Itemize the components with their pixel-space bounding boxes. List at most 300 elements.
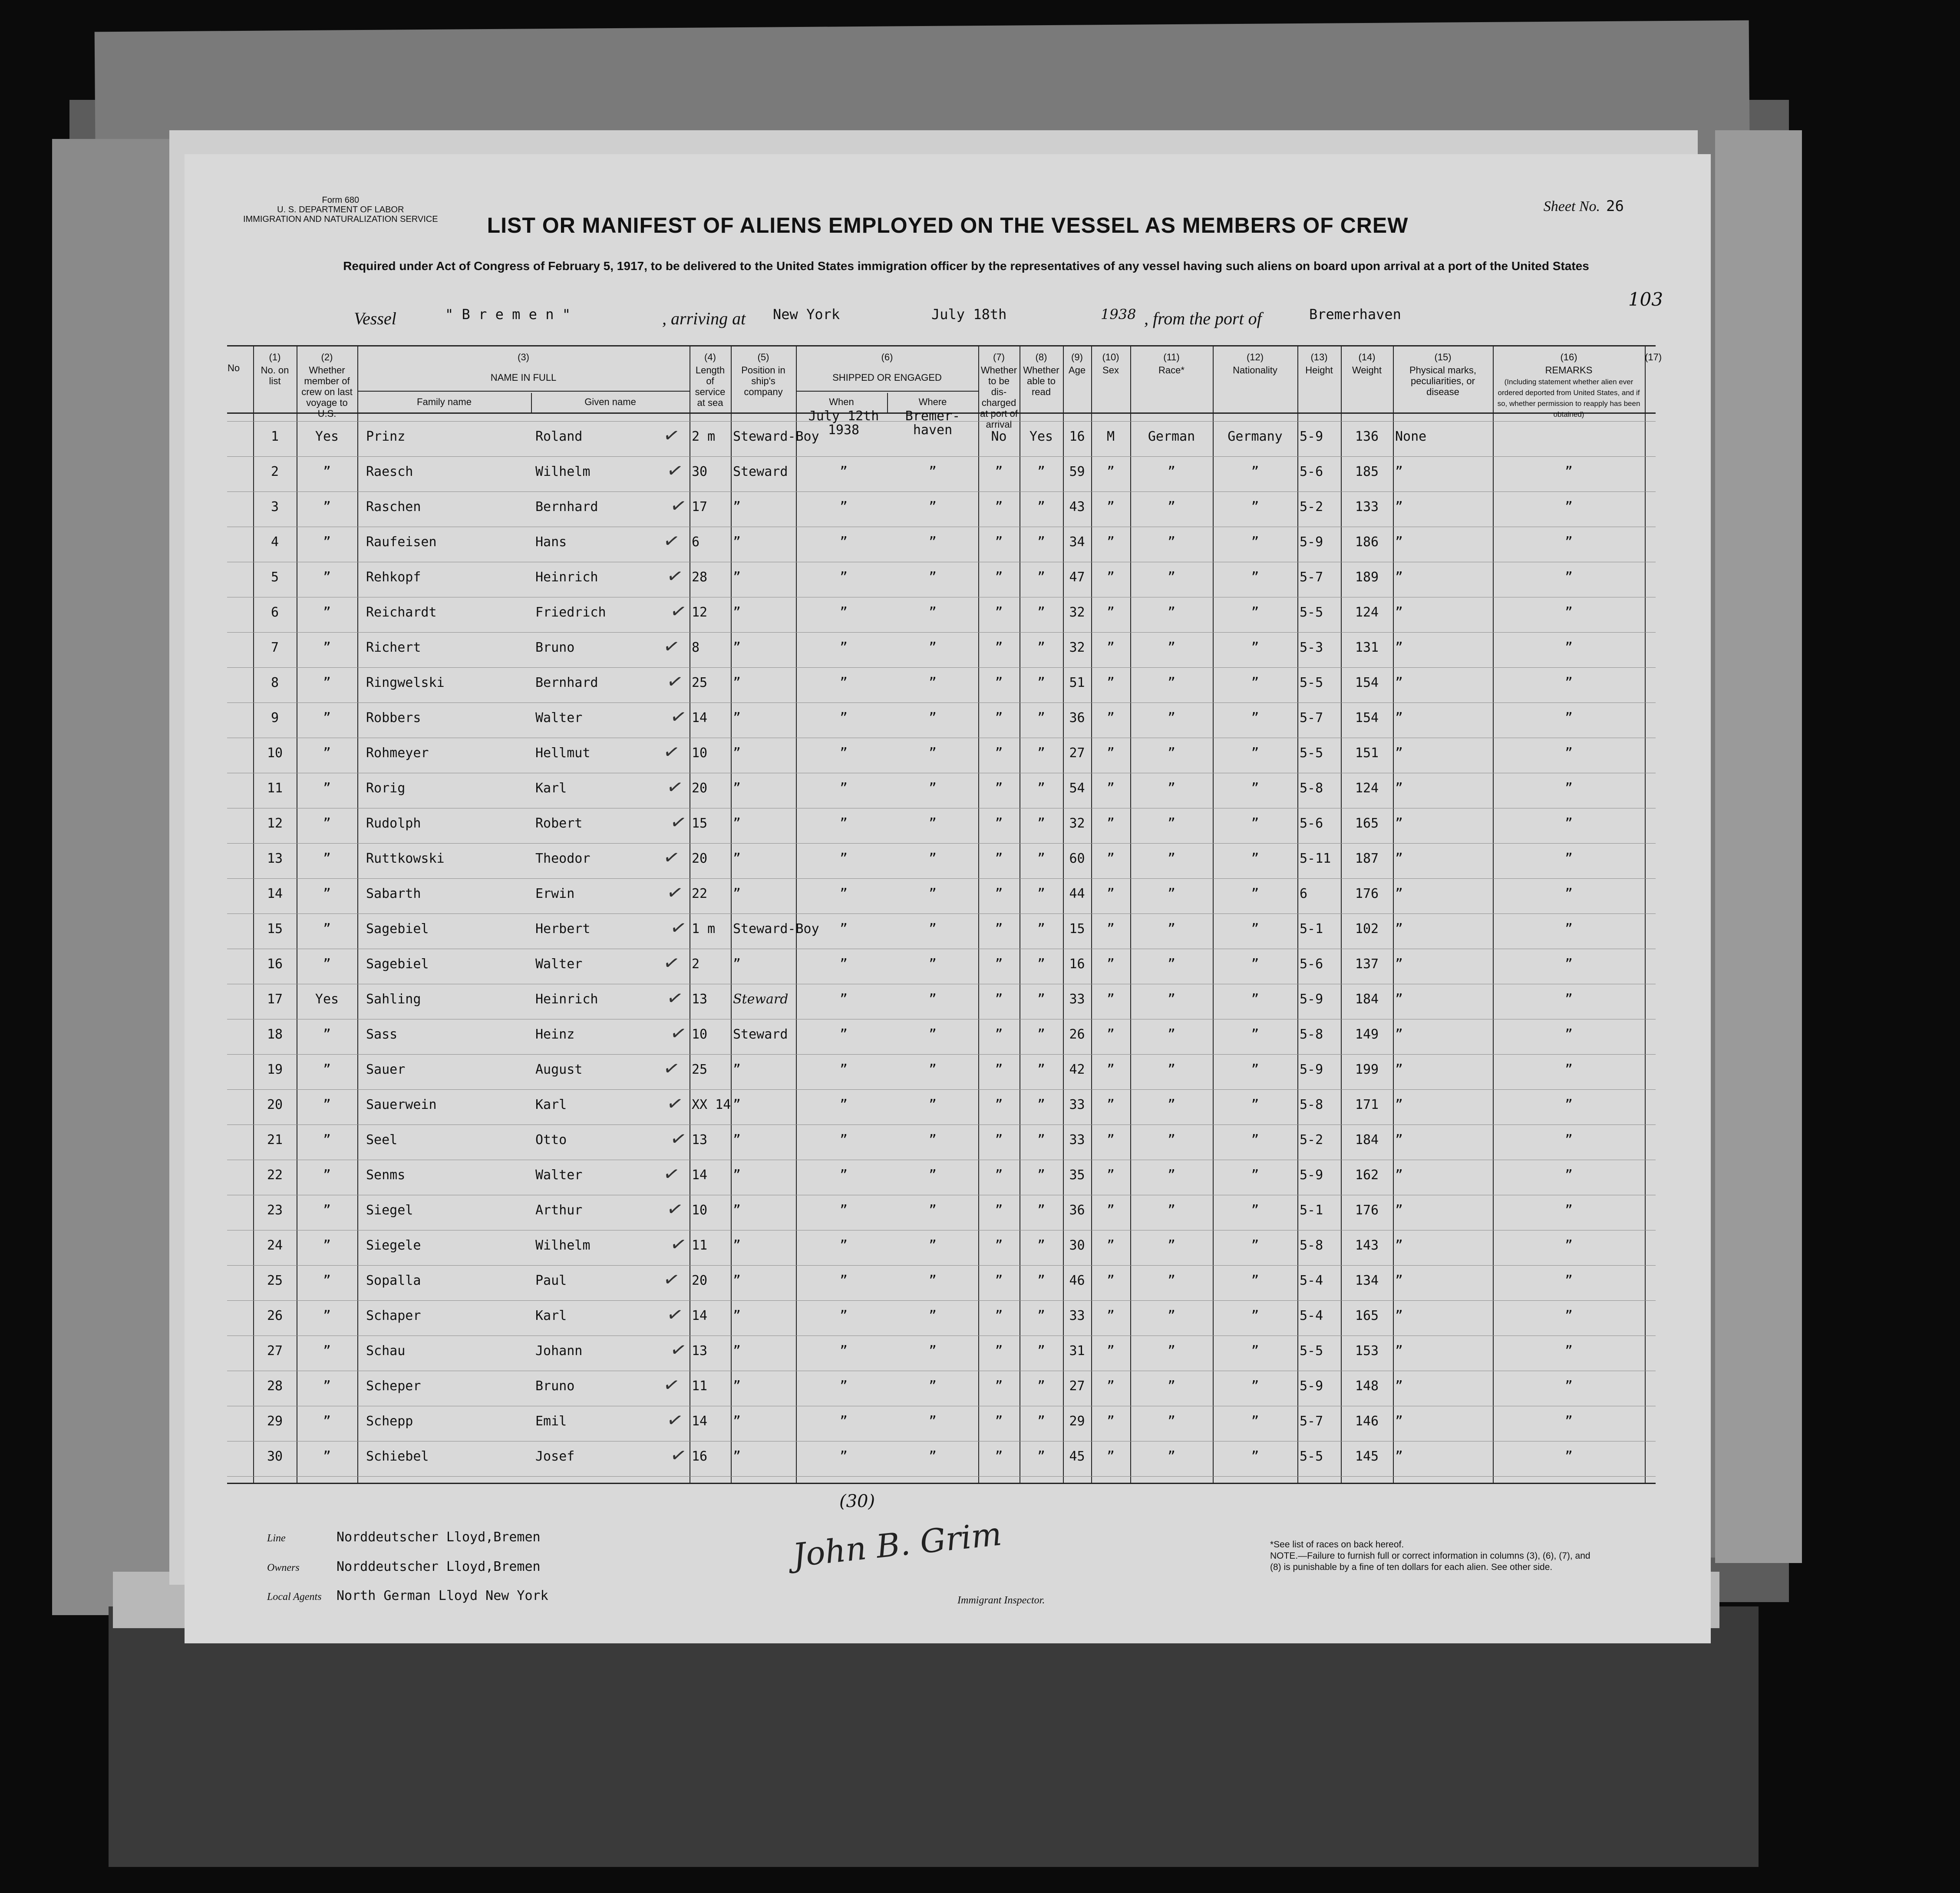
cell-where: ” bbox=[928, 1203, 937, 1218]
cell-when: ” bbox=[839, 570, 848, 585]
cell-no: 22 bbox=[267, 1167, 283, 1183]
cell-prev: ” bbox=[323, 570, 331, 585]
cell-height: 5-8 bbox=[1300, 1097, 1323, 1112]
cell-position: ” bbox=[733, 886, 741, 901]
cell-service: 28 bbox=[692, 570, 708, 585]
cell-remarks: ” bbox=[1564, 1238, 1573, 1253]
cell-height: 5-5 bbox=[1300, 675, 1323, 690]
cell-where: ” bbox=[928, 1449, 937, 1464]
cell-prev: ” bbox=[323, 1308, 331, 1323]
cell-marks: ” bbox=[1395, 710, 1403, 726]
cell-position: ” bbox=[733, 851, 741, 866]
cell-weight: 189 bbox=[1355, 570, 1379, 585]
row-total-mark: (30) bbox=[839, 1491, 875, 1511]
cell-height: 5-9 bbox=[1300, 1167, 1323, 1183]
cell-position: ” bbox=[733, 675, 741, 690]
cell-prev: ” bbox=[323, 640, 331, 655]
cell-when: ” bbox=[839, 1167, 848, 1183]
cell-sex: ” bbox=[1106, 1343, 1115, 1359]
cell-family: Rehkopf bbox=[366, 570, 421, 585]
cell-remarks: ” bbox=[1564, 781, 1573, 796]
cell-discharged: ” bbox=[995, 1238, 1003, 1253]
cell-position: ” bbox=[733, 640, 741, 655]
cell-nationality: ” bbox=[1251, 1414, 1259, 1429]
sheet-number bbox=[1544, 198, 1624, 215]
cell-prev: ” bbox=[323, 710, 331, 726]
cell-race: ” bbox=[1167, 1379, 1176, 1394]
cell-position: ” bbox=[733, 1308, 741, 1323]
cell-read: ” bbox=[1037, 1027, 1046, 1042]
cell-sex: ” bbox=[1106, 1379, 1115, 1394]
cell-remarks: ” bbox=[1564, 1167, 1573, 1183]
check-mark-icon: ✓ bbox=[665, 775, 685, 800]
row-rule bbox=[227, 1265, 1656, 1266]
cell-nationality: ” bbox=[1251, 781, 1259, 796]
cell-when: ” bbox=[839, 745, 848, 761]
column-header: Nationality bbox=[1233, 365, 1277, 376]
cell-remarks: ” bbox=[1564, 816, 1573, 831]
cell-given: Bruno bbox=[535, 1379, 575, 1394]
cell-discharged: ” bbox=[995, 1062, 1003, 1077]
cell-no: 16 bbox=[267, 956, 283, 972]
cell-given: Wilhelm bbox=[535, 1238, 591, 1253]
cell-prev: ” bbox=[323, 886, 331, 901]
cell-prev: ” bbox=[323, 1062, 331, 1077]
cell-no: 1 bbox=[271, 429, 279, 444]
cell-read: ” bbox=[1037, 1273, 1046, 1288]
cell-age: 31 bbox=[1069, 1343, 1085, 1359]
check-mark-icon: ✓ bbox=[668, 1443, 689, 1468]
cell-where: ” bbox=[928, 992, 937, 1007]
cell-when: ” bbox=[839, 956, 848, 972]
cell-remarks: ” bbox=[1564, 1343, 1573, 1359]
cell-race: German bbox=[1148, 429, 1195, 444]
cell-service: 11 bbox=[692, 1379, 708, 1394]
column-divider bbox=[1393, 345, 1394, 1483]
cell-no: 23 bbox=[267, 1203, 283, 1218]
cell-when: ” bbox=[839, 1062, 848, 1077]
cell-age: 16 bbox=[1069, 429, 1085, 444]
cell-discharged: ” bbox=[995, 781, 1003, 796]
cell-read: ” bbox=[1037, 1414, 1046, 1429]
cell-remarks: ” bbox=[1564, 710, 1573, 726]
cell-remarks: ” bbox=[1564, 1097, 1573, 1112]
cell-position: ” bbox=[733, 1097, 741, 1112]
cell-height: 5-6 bbox=[1300, 816, 1323, 831]
check-mark-icon: ✓ bbox=[661, 1267, 682, 1293]
cell-sex: M bbox=[1106, 429, 1115, 444]
cell-when: ” bbox=[839, 534, 848, 550]
cell-where: ” bbox=[928, 640, 937, 655]
cell-remarks: ” bbox=[1564, 1203, 1573, 1218]
cell-position: ” bbox=[733, 570, 741, 585]
cell-race: ” bbox=[1167, 640, 1176, 655]
cell-no: 26 bbox=[267, 1308, 283, 1323]
row-rule bbox=[227, 878, 1656, 879]
cell-where: ” bbox=[928, 605, 937, 620]
column-header: Sex bbox=[1102, 365, 1119, 376]
cell-read: ” bbox=[1037, 1238, 1046, 1253]
cell-sex: ” bbox=[1106, 1238, 1115, 1253]
cell-prev: ” bbox=[323, 605, 331, 620]
cell-weight: 176 bbox=[1355, 1203, 1379, 1218]
cell-discharged: ” bbox=[995, 570, 1003, 585]
row-rule bbox=[227, 1300, 1656, 1301]
cell-nationality: ” bbox=[1251, 710, 1259, 726]
cell-when: ” bbox=[839, 605, 848, 620]
cell-prev: ” bbox=[323, 956, 331, 972]
cell-age: 51 bbox=[1069, 675, 1085, 690]
cell-service: 14 bbox=[692, 710, 708, 726]
cell-family: Schiebel bbox=[366, 1449, 429, 1464]
row-rule bbox=[227, 843, 1656, 844]
column-subheader: Given name bbox=[584, 396, 636, 407]
column-number: (11) bbox=[1163, 352, 1180, 363]
cell-where: ” bbox=[928, 816, 937, 831]
cell-race: ” bbox=[1167, 570, 1176, 585]
service-name: IMMIGRATION AND NATURALIZATION SERVICE bbox=[243, 214, 438, 224]
column-divider bbox=[1645, 345, 1646, 1483]
cell-position: ” bbox=[733, 1238, 741, 1253]
cell-given: Theodor bbox=[535, 851, 591, 866]
cell-no: 3 bbox=[271, 499, 279, 514]
cell-position: ” bbox=[733, 534, 741, 550]
cell-weight: 131 bbox=[1355, 640, 1379, 655]
cell-nationality: ” bbox=[1251, 1132, 1259, 1148]
cell-prev: ” bbox=[323, 1203, 331, 1218]
cell-height: 5-7 bbox=[1300, 1414, 1323, 1429]
check-mark-icon: ✓ bbox=[668, 1232, 689, 1257]
cell-prev: ” bbox=[323, 499, 331, 514]
cell-weight: 145 bbox=[1355, 1449, 1379, 1464]
cell-read: ” bbox=[1037, 464, 1046, 479]
cell-no: 8 bbox=[271, 675, 279, 690]
cell-position: ” bbox=[733, 1062, 741, 1077]
column-number: (4) bbox=[704, 352, 716, 363]
sheet-number-value: 26 bbox=[1606, 198, 1624, 215]
cell-nationality: ” bbox=[1251, 921, 1259, 937]
agents-label: Local Agents bbox=[267, 1591, 322, 1603]
cell-marks: ” bbox=[1395, 1132, 1403, 1148]
cell-sex: ” bbox=[1106, 640, 1115, 655]
cell-where: ” bbox=[928, 1238, 937, 1253]
check-mark-icon: ✓ bbox=[665, 458, 685, 484]
check-mark-icon: ✓ bbox=[665, 669, 685, 695]
cell-nationality: ” bbox=[1251, 464, 1259, 479]
cell-age: 36 bbox=[1069, 710, 1085, 726]
cell-no: 12 bbox=[267, 816, 283, 831]
cell-service: 2 bbox=[692, 956, 700, 972]
cell-prev: ” bbox=[323, 851, 331, 866]
cell-age: 29 bbox=[1069, 1414, 1085, 1429]
cell-when: ” bbox=[839, 640, 848, 655]
cell-where: ” bbox=[928, 745, 937, 761]
cell-family: Sahling bbox=[366, 992, 421, 1007]
cell-discharged: ” bbox=[995, 1414, 1003, 1429]
column-header: Race* bbox=[1158, 365, 1185, 376]
owners-label: Owners bbox=[267, 1562, 300, 1573]
cell-race: ” bbox=[1167, 992, 1176, 1007]
cell-age: 47 bbox=[1069, 570, 1085, 585]
cell-service: 16 bbox=[692, 1449, 708, 1464]
cell-discharged: ” bbox=[995, 745, 1003, 761]
arrival-year: 1938 bbox=[1101, 306, 1136, 323]
cell-race: ” bbox=[1167, 710, 1176, 726]
cell-sex: ” bbox=[1106, 1027, 1115, 1042]
cell-given: Robert bbox=[535, 816, 583, 831]
cell-age: 32 bbox=[1069, 816, 1085, 831]
cell-prev: ” bbox=[323, 1132, 331, 1148]
cell-no: 19 bbox=[267, 1062, 283, 1077]
cell-prev: ” bbox=[323, 1343, 331, 1359]
background-binder bbox=[109, 1606, 1759, 1867]
column-number: (5) bbox=[757, 352, 769, 363]
cell-family: Ruttkowski bbox=[366, 851, 445, 866]
cell-service: 14 bbox=[692, 1308, 708, 1323]
cell-remarks: ” bbox=[1564, 1273, 1573, 1288]
cell-service: 12 bbox=[692, 605, 708, 620]
cell-no: 28 bbox=[267, 1379, 283, 1394]
cell-prev: ” bbox=[323, 921, 331, 937]
cell-read: ” bbox=[1037, 499, 1046, 514]
cell-weight: 199 bbox=[1355, 1062, 1379, 1077]
cell-age: 33 bbox=[1069, 1132, 1085, 1148]
cell-race: ” bbox=[1167, 499, 1176, 514]
cell-when: ” bbox=[839, 1308, 848, 1323]
check-mark-icon: ✓ bbox=[665, 880, 685, 906]
cell-weight: 133 bbox=[1355, 499, 1379, 514]
cell-nationality: ” bbox=[1251, 1203, 1259, 1218]
cell-read: ” bbox=[1037, 816, 1046, 831]
cell-family: Reichardt bbox=[366, 605, 437, 620]
cell-marks: ” bbox=[1395, 534, 1403, 550]
cell-discharged: ” bbox=[995, 1132, 1003, 1148]
cell-weight: 134 bbox=[1355, 1273, 1379, 1288]
cell-given: Heinrich bbox=[535, 992, 598, 1007]
cell-discharged: ” bbox=[995, 886, 1003, 901]
line-label: Line bbox=[267, 1533, 286, 1544]
cell-weight: 137 bbox=[1355, 956, 1379, 972]
cell-marks: ” bbox=[1395, 921, 1403, 937]
cell-weight: 165 bbox=[1355, 816, 1379, 831]
cell-position: ” bbox=[733, 745, 741, 761]
check-mark-icon: ✓ bbox=[661, 950, 682, 976]
cell-service: 13 bbox=[692, 1132, 708, 1148]
cell-read: ” bbox=[1037, 745, 1046, 761]
cell-height: 5-9 bbox=[1300, 534, 1323, 550]
cell-no: 13 bbox=[267, 851, 283, 866]
column-number: (16) bbox=[1560, 352, 1577, 363]
cell-nationality: ” bbox=[1251, 1238, 1259, 1253]
cell-height: 5-5 bbox=[1300, 745, 1323, 761]
cell-remarks: ” bbox=[1564, 851, 1573, 866]
check-mark-icon: ✓ bbox=[668, 704, 689, 730]
cell-position: ” bbox=[733, 1449, 741, 1464]
cell-family: Raschen bbox=[366, 499, 421, 514]
cell-when: ” bbox=[839, 886, 848, 901]
cell-height: 5-7 bbox=[1300, 570, 1323, 585]
cell-marks: ” bbox=[1395, 992, 1403, 1007]
cell-service: 10 bbox=[692, 745, 708, 761]
cell-weight: 186 bbox=[1355, 534, 1379, 550]
cell-sex: ” bbox=[1106, 570, 1115, 585]
cell-service: 13 bbox=[692, 1343, 708, 1359]
cell-no: 24 bbox=[267, 1238, 283, 1253]
cell-nationality: ” bbox=[1251, 1027, 1259, 1042]
cell-prev: ” bbox=[323, 1027, 331, 1042]
cell-service: 20 bbox=[692, 851, 708, 866]
cell-given: Friedrich bbox=[535, 605, 606, 620]
cell-no: 14 bbox=[267, 886, 283, 901]
cell-weight: 146 bbox=[1355, 1414, 1379, 1429]
cell-marks: ” bbox=[1395, 640, 1403, 655]
cell-sex: ” bbox=[1106, 956, 1115, 972]
cell-nationality: ” bbox=[1251, 886, 1259, 901]
cell-discharged: ” bbox=[995, 992, 1003, 1007]
cell-remarks: ” bbox=[1564, 1449, 1573, 1464]
cell-when: ” bbox=[839, 1097, 848, 1112]
cell-height: 5-7 bbox=[1300, 710, 1323, 726]
cell-no: 2 bbox=[271, 464, 279, 479]
check-mark-icon: ✓ bbox=[668, 493, 689, 519]
cell-height: 5-3 bbox=[1300, 640, 1323, 655]
cell-position: ” bbox=[733, 956, 741, 972]
column-number: (17) bbox=[1645, 352, 1662, 363]
cell-age: 45 bbox=[1069, 1449, 1085, 1464]
check-mark-icon: ✓ bbox=[665, 1091, 685, 1117]
cell-prev: ” bbox=[323, 745, 331, 761]
cell-prev: Yes bbox=[315, 429, 339, 444]
cell-age: 42 bbox=[1069, 1062, 1085, 1077]
cell-weight: 187 bbox=[1355, 851, 1379, 866]
cell-weight: 176 bbox=[1355, 886, 1379, 901]
cell-family: Ringwelski bbox=[366, 675, 445, 690]
cell-sex: ” bbox=[1106, 605, 1115, 620]
column-number: (3) bbox=[518, 352, 529, 363]
cell-no: 25 bbox=[267, 1273, 283, 1288]
cell-remarks: ” bbox=[1564, 956, 1573, 972]
cell-height: 5-11 bbox=[1300, 851, 1331, 866]
cell-age: 27 bbox=[1069, 1379, 1085, 1394]
check-mark-icon: ✓ bbox=[665, 1408, 685, 1433]
check-mark-icon: ✓ bbox=[661, 528, 682, 554]
cell-marks: ” bbox=[1395, 1027, 1403, 1042]
cell-age: 36 bbox=[1069, 1203, 1085, 1218]
cell-when: ” bbox=[839, 1379, 848, 1394]
cell-no: 9 bbox=[271, 710, 279, 726]
cell-weight: 149 bbox=[1355, 1027, 1379, 1042]
cell-sex: ” bbox=[1106, 1132, 1115, 1148]
cell-no: 11 bbox=[267, 781, 283, 796]
cell-weight: 102 bbox=[1355, 921, 1379, 937]
cell-family: Siegele bbox=[366, 1238, 421, 1253]
cell-age: 15 bbox=[1069, 921, 1085, 937]
cell-sex: ” bbox=[1106, 1449, 1115, 1464]
cell-read: Yes bbox=[1029, 429, 1053, 444]
cell-given: Paul bbox=[535, 1273, 567, 1288]
cell-weight: 184 bbox=[1355, 992, 1379, 1007]
cell-weight: 165 bbox=[1355, 1308, 1379, 1323]
cell-height: 5-4 bbox=[1300, 1273, 1323, 1288]
cell-service: 1 m bbox=[692, 921, 716, 937]
manifest-sheet bbox=[185, 154, 1711, 1643]
column-number: (14) bbox=[1358, 352, 1376, 363]
cell-sex: ” bbox=[1106, 921, 1115, 937]
cell-family: Schau bbox=[366, 1343, 406, 1359]
cell-marks: ” bbox=[1395, 1308, 1403, 1323]
cell-remarks: ” bbox=[1564, 1027, 1573, 1042]
cell-no: 27 bbox=[267, 1343, 283, 1359]
cell-age: 30 bbox=[1069, 1238, 1085, 1253]
cell-service: 20 bbox=[692, 1273, 708, 1288]
cell-race: ” bbox=[1167, 1449, 1176, 1464]
cell-race: ” bbox=[1167, 956, 1176, 972]
column-divider bbox=[1297, 345, 1298, 1483]
cell-where: ” bbox=[928, 956, 937, 972]
cell-weight: 136 bbox=[1355, 429, 1379, 444]
cell-prev: Yes bbox=[315, 992, 339, 1007]
cell-position: ” bbox=[733, 1132, 741, 1148]
check-mark-icon: ✓ bbox=[661, 1056, 682, 1082]
cell-discharged: ” bbox=[995, 675, 1003, 690]
cell-family: Robbers bbox=[366, 710, 421, 726]
cell-position: ” bbox=[733, 605, 741, 620]
row-rule bbox=[227, 1054, 1656, 1055]
check-mark-icon: ✓ bbox=[661, 634, 682, 660]
cell-sex: ” bbox=[1106, 1203, 1115, 1218]
cell-discharged: ” bbox=[995, 1379, 1003, 1394]
cell-age: 60 bbox=[1069, 851, 1085, 866]
column-header: Whether to be dis-charged at port of arrival bbox=[980, 365, 1018, 430]
cell-marks: ” bbox=[1395, 464, 1403, 479]
cell-weight: 124 bbox=[1355, 781, 1379, 796]
cell-prev: ” bbox=[323, 1414, 331, 1429]
cell-discharged: ” bbox=[995, 1308, 1003, 1323]
check-mark-icon: ✓ bbox=[665, 986, 685, 1011]
cell-service: 22 bbox=[692, 886, 708, 901]
cell-remarks: ” bbox=[1564, 1062, 1573, 1077]
cell-read: ” bbox=[1037, 570, 1046, 585]
cell-prev: ” bbox=[323, 1449, 331, 1464]
cell-given: Hellmut bbox=[535, 745, 591, 761]
table-bottom-rule bbox=[227, 1483, 1656, 1484]
cell-when: ” bbox=[839, 1027, 848, 1042]
inspector-signature: John B. Grim bbox=[791, 1515, 1003, 1574]
cell-race: ” bbox=[1167, 1343, 1176, 1359]
cell-read: ” bbox=[1037, 1167, 1046, 1183]
cell-discharged: ” bbox=[995, 640, 1003, 655]
column-header: Weight bbox=[1352, 365, 1382, 376]
column-header: Whether member of crew on last voyage to U.S. bbox=[301, 365, 353, 419]
cell-age: 16 bbox=[1069, 956, 1085, 972]
cell-no: 5 bbox=[271, 570, 279, 585]
row-rule bbox=[227, 1476, 1656, 1477]
cell-position: Steward bbox=[733, 1027, 788, 1042]
cell-age: 34 bbox=[1069, 534, 1085, 550]
origin-port: Bremerhaven bbox=[1309, 306, 1401, 323]
column-subheader: (Including statement whether alien ever ordered deported from United States, and if so, whether permission to reapply has been obtained) bbox=[1497, 378, 1640, 419]
cell-read: ” bbox=[1037, 640, 1046, 655]
cell-race: ” bbox=[1167, 1414, 1176, 1429]
cell-prev: ” bbox=[323, 816, 331, 831]
cell-read: ” bbox=[1037, 1343, 1046, 1359]
cell-read: ” bbox=[1037, 1132, 1046, 1148]
cell-race: ” bbox=[1167, 1238, 1176, 1253]
handwritten-number: 103 bbox=[1628, 289, 1663, 310]
cell-weight: 162 bbox=[1355, 1167, 1379, 1183]
cell-given: Erwin bbox=[535, 886, 575, 901]
inspector-label: Immigrant Inspector. bbox=[957, 1595, 1045, 1606]
